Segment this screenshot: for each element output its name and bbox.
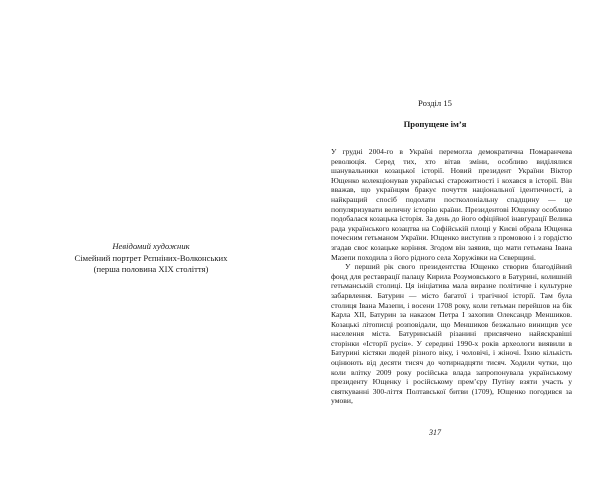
chapter-title: Пропущене ім’я bbox=[403, 119, 467, 129]
caption-artist: Невідомий художник bbox=[112, 241, 190, 251]
chapter-number: Розділ 15 bbox=[418, 98, 452, 108]
paragraph: У перший рік свого президентства Ющенко створив благодійний фонд для реставрації палацу Кирила Розумовського в Батурині, колишній гетьманській столиці. Ця ініціатива мала виразне політичне і культурне забарвлення. Батурин — місто багатої і трагічної історії. Там була столиця Івана Мазепи, і восени 1708 року, коли гетьман перейшов на бік Карла XII, Батурин за наказом Петра I захопив Олександр Меншиков. Козацькі літописці розповідали, що Меншиков безжально винищив усе населення міста. Батуринській різанині присвячено найяскравіші сторінки «Історії русів». У середині 1990-х років археологи виявили в Батурині кістяки людей різного віку, і чоловічі, і жіночі. Їхню кількість оцінюють від десяти тисяч до чотирнадцяти тисяч. Ходили чутки, що коли влітку 2009 року російська влада запропонувала українському президенту Ющенку і російському прем’єру Путіну взяти участь у святкуванні 300-ліття Полтавської битви (1709), Ющенко погодився за умови, bbox=[331, 262, 572, 406]
image-caption bbox=[40, 241, 262, 276]
paragraph: У грудні 2004-го в Україні перемогла демократична Помаранчева революція. Серед тих, хто вітав зміни, особливо виділялися шанувальники козацької історії. Новий президент України Віктор Ющенко колекціонував українські старожитності і кохався в історії. Він вважав, що українцям бракує почуття національної ідентичності, а найкращий спосіб подолати постколоніальну спадщину — це популяризувати величну історію країни. Президентові Ющенку особливо подобалася козацька історія. За день до його офіційної інавгурації Велика рада українського козацтва на Софійській площі у Києві обрала Ющенка почесним гетьманом України. Ющенко виступив з промовою і з гордістю згадав своє козацьке коріння. Згодом він заявив, що мати гетьмана Івана Мазепи походила з його рідного села Хоружівки на Сєверщині. bbox=[331, 147, 572, 262]
chapter-body bbox=[331, 147, 572, 406]
caption-title: Сімейний портрет Рєпніних-Волконських bbox=[74, 252, 228, 263]
page-number: 317 bbox=[429, 428, 441, 437]
caption-date: (перша половина XIX століття) bbox=[93, 264, 209, 275]
